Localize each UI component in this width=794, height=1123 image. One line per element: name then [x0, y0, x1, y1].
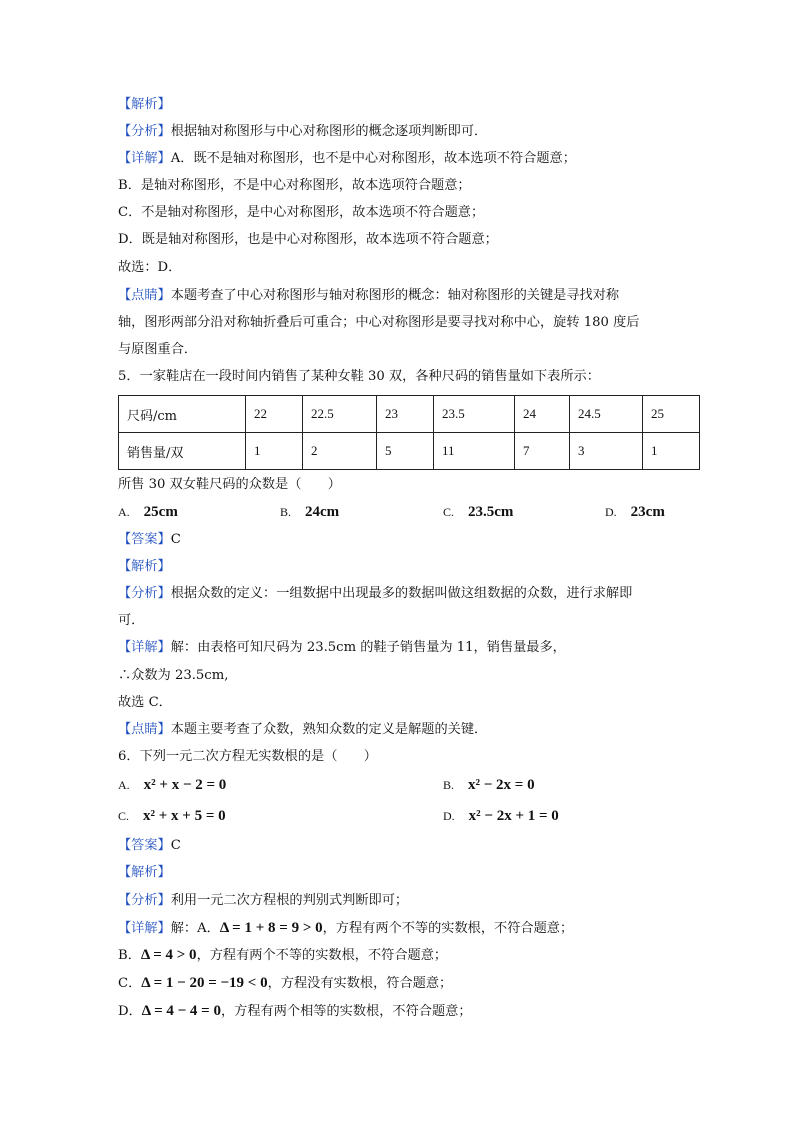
table-cell: 24.5 — [570, 396, 643, 433]
xiangjie-c-text: ，方程没有实数根，符合题意； — [267, 976, 453, 991]
fenxi-text: 利用一元二次方程根的判别式判断即可； — [170, 893, 409, 908]
q5-answer-line — [118, 531, 181, 549]
xiangjie-tag: 【详解】 — [118, 151, 171, 166]
table-cell: 22.5 — [303, 396, 377, 433]
q5-fenxi-line-1 — [118, 585, 632, 603]
q6-stem: 6．下列一元二次方程无实数根的是（ ） — [118, 749, 377, 764]
size-sales-table — [118, 395, 700, 470]
table-row — [119, 396, 700, 433]
q6-xiangjie-c — [118, 974, 452, 993]
option-value: 25cm — [143, 504, 178, 520]
jiexi-tag: 【解析】 — [118, 865, 171, 880]
option-label: C. — [443, 505, 455, 519]
table-cell: 2 — [303, 433, 377, 470]
discriminant-c: Δ = 1 − 20 = −19 < 0 — [141, 975, 268, 991]
table-cell: 25 — [643, 396, 700, 433]
q5-stem: 5．一家鞋店在一段时间内销售了某种女鞋 30 双，各种尺码的销售量如下表所示： — [118, 369, 600, 384]
q5-dianjing-line — [118, 721, 487, 739]
dianjing-tag: 【点睛】 — [118, 288, 171, 303]
q5-fenxi-line-2: 可． — [118, 613, 145, 628]
table-cell: 22 — [246, 396, 303, 433]
table-cell: 24 — [515, 396, 570, 433]
xiangjie-line-c: C．不是轴对称图形，是中心对称图形，故本选项不符合题意； — [118, 205, 485, 220]
table-cell: 23 — [377, 396, 434, 433]
q5-option-c — [443, 504, 513, 521]
option-label: D. — [443, 809, 455, 823]
table-cell: 5 — [377, 433, 434, 470]
table-cell: 11 — [434, 433, 515, 470]
jiexi-tag: 【解析】 — [118, 97, 171, 112]
xiangjie-tag: 【详解】 — [118, 921, 171, 936]
discriminant-b: Δ = 4 > 0 — [140, 947, 197, 963]
dianjing-text-1: 本题考查了中心对称图形与轴对称图形的概念：轴对称图形的关键是寻找对称 — [170, 288, 620, 303]
table-cell: 3 — [570, 433, 643, 470]
guxuan-line: 故选：D． — [118, 260, 182, 275]
option-label: A. — [118, 505, 130, 519]
q5-jiexi-heading — [118, 558, 171, 576]
q6-option-a — [118, 777, 226, 794]
table-cell: 23.5 — [434, 396, 515, 433]
xiangjie-d-prefix: D． — [118, 1004, 142, 1019]
q6-xiangjie-d — [118, 1002, 472, 1021]
fenxi-text-1: 根据众数的定义：一组数据中出现最多的数据叫做这组数据的众数，进行求解即 — [170, 586, 633, 601]
xiangjie-line-a — [118, 150, 576, 168]
option-equation: x² − 2x = 0 — [468, 777, 535, 793]
q6-option-b — [443, 777, 535, 794]
xiangjie-b-text: ，方程有两个不等的实数根，不符合题意； — [196, 948, 448, 963]
table-cell: 7 — [515, 433, 570, 470]
q5-therefore-line: ∴众数为 23.5cm, — [118, 668, 229, 683]
fenxi-tag: 【分析】 — [118, 586, 171, 601]
table-cell: 1 — [643, 433, 700, 470]
option-value: 23.5cm — [468, 504, 514, 520]
table-cell: 1 — [246, 433, 303, 470]
xiangjie-a-prefix: 解：A． — [170, 921, 220, 936]
q5-option-b — [280, 504, 339, 521]
option-label: D. — [605, 505, 617, 519]
option-equation: x² + x − 2 = 0 — [143, 777, 227, 793]
q6-xiangjie-b — [118, 946, 447, 965]
fenxi-text: 根据轴对称图形与中心对称图形的概念逐项判断即可． — [170, 124, 488, 139]
dianjing-text: 本题主要考查了众数，熟知众数的定义是解题的关键． — [170, 722, 488, 737]
xiangjie-tag: 【详解】 — [118, 640, 171, 655]
xiangjie-a: A．既不是轴对称图形，也不是中心对称图形，故本选项不符合题意； — [170, 151, 576, 166]
xiangjie-text: 解：由表格可知尺码为 23.5cm 的鞋子销售量为 11，销售量最多， — [170, 640, 566, 655]
answer-value: C — [170, 838, 181, 853]
table-row — [119, 433, 700, 470]
option-equation: x² − 2x + 1 = 0 — [468, 808, 559, 824]
dianjing-line-3: 与原图重合． — [118, 342, 198, 357]
q5-guxuan-line: 故选 C． — [118, 695, 172, 710]
dianjing-line-1 — [118, 287, 619, 305]
answer-value: C — [170, 532, 181, 547]
xiangjie-c-prefix: C． — [118, 976, 142, 991]
q6-option-d — [443, 808, 559, 825]
jiexi-heading — [118, 96, 171, 114]
jiexi-tag: 【解析】 — [118, 559, 171, 574]
xiangjie-b-prefix: B． — [118, 948, 141, 963]
q6-jiexi-heading — [118, 864, 171, 882]
q6-xiangjie-a — [118, 919, 573, 938]
q6-option-c — [118, 808, 226, 825]
q5-xiangjie-line — [118, 639, 566, 657]
q5-option-a — [118, 504, 178, 521]
q6-fenxi-line — [118, 892, 408, 910]
fenxi-tag: 【分析】 — [118, 893, 171, 908]
option-equation: x² + x + 5 = 0 — [143, 808, 226, 824]
discriminant-a: Δ = 1 + 8 = 9 > 0 — [219, 920, 323, 936]
option-label: B. — [280, 505, 292, 519]
dianjing-line-2: 轴，图形两部分沿对称轴折叠后可重合；中心对称图形是要寻找对称中心，旋转 180 度后 — [118, 315, 640, 330]
answer-tag: 【答案】 — [118, 838, 171, 853]
xiangjie-d-text: ，方程有两个相等的实数根，不符合题意； — [220, 1004, 472, 1019]
xiangjie-line-b: B．是轴对称图形，不是中心对称图形，故本选项符合题意； — [118, 178, 471, 193]
q5-option-d — [605, 504, 665, 521]
xiangjie-a-text: ，方程有两个不等的实数根，不符合题意； — [322, 921, 574, 936]
answer-tag: 【答案】 — [118, 532, 171, 547]
dianjing-tag: 【点睛】 — [118, 722, 171, 737]
table-header-size: 尺码/cm — [119, 396, 246, 433]
option-label: A. — [118, 778, 130, 792]
xiangjie-line-d: D．既是轴对称图形，也是中心对称图形，故本选项不符合题意； — [118, 232, 498, 247]
discriminant-d: Δ = 4 − 4 = 0 — [141, 1003, 221, 1019]
q5-question: 所售 30 双女鞋尺码的众数是（ ） — [118, 477, 341, 492]
option-label: B. — [443, 778, 455, 792]
q6-answer-line — [118, 837, 181, 855]
option-value: 23cm — [630, 504, 665, 520]
option-value: 24cm — [305, 504, 340, 520]
table-header-sales: 销售量/双 — [119, 433, 246, 470]
option-label: C. — [118, 809, 130, 823]
fenxi-line — [118, 123, 487, 141]
fenxi-tag: 【分析】 — [118, 124, 171, 139]
